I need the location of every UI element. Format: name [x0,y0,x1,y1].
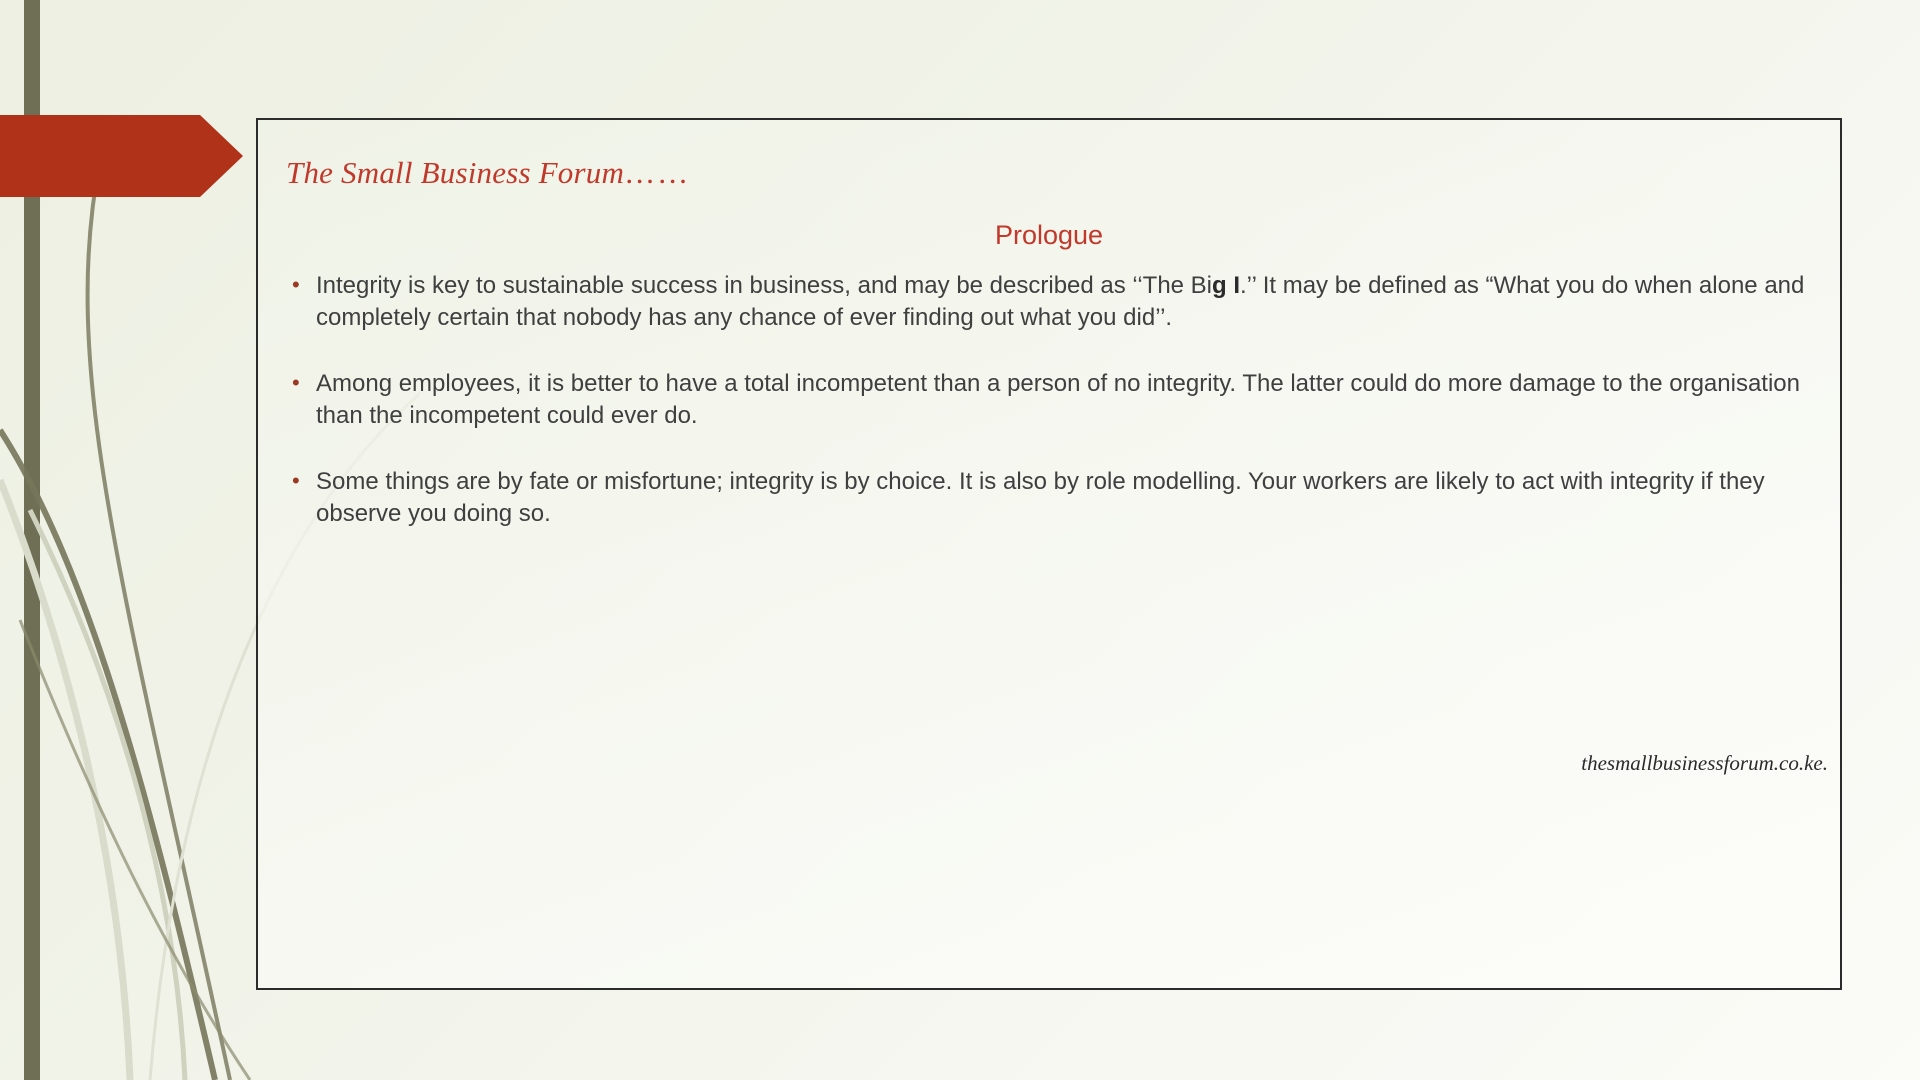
footer-website-url: thesmallbusinessforum.co.ke. [1581,751,1828,775]
bullet-dot-icon: • [292,369,300,395]
bullet-text-bold: g I [1212,272,1241,299]
bullet-list [286,270,1806,563]
bullet-text-before: Integrity is key to sustainable success in business, and may be described as ‘‘The Bi [316,272,1213,299]
bullet-dot-icon: • [292,272,300,297]
slide-content-box [256,118,1842,990]
slide-title-text: The Small Business Forum [286,155,625,190]
slide-title-dots: …… [624,155,691,190]
list-item [286,368,1806,432]
bullet-text-before: Some things are by fate or misfortune; integrity is by choice. It is also by role modelling. Your workers are likely to act with integrity if they observe you doing so. [316,467,1765,527]
bullet-text-after: .’’ It may be defined as “What you do when alone and completely certain that nobody has any chance of ever finding out what you did’’. [316,272,1805,331]
section-heading: Prologue [994,220,1104,250]
slide-title [286,155,690,191]
list-item [286,270,1806,334]
red-arrow-banner [0,115,245,197]
bullet-text-before: Among employees, it is better to have a total incompetent than a person of no integrity. The latter could do more damage to the organisation than the incompetent could ever do. [316,369,1800,429]
list-item [286,466,1806,530]
bullet-dot-icon: • [292,467,300,493]
